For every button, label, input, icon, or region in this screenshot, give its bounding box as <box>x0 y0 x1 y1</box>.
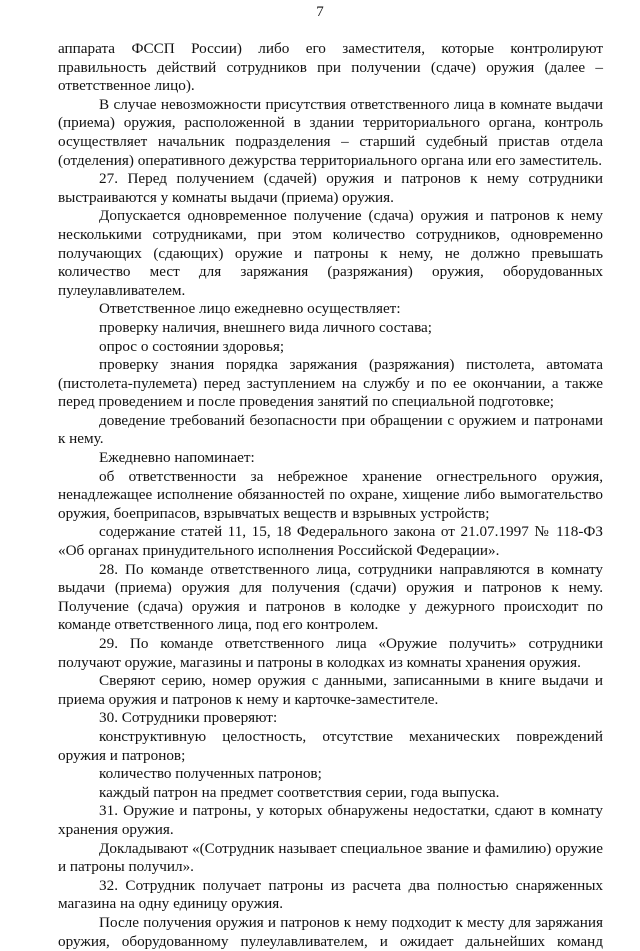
paragraph: 31. Оружие и патроны, у которых обнаружены недостатки, сдают в комнату хранения оружия. <box>58 802 603 838</box>
paragraph: 29. По команде ответственного лица «Оружие получить» сотрудники получают оружие, магазины и патроны в колодках из комнаты хранения оружия. <box>58 635 603 671</box>
paragraph: конструктивную целостность, отсутствие механических повреждений оружия и патронов; <box>58 727 603 764</box>
paragraph: 27. Перед получением (сдачей) оружия и патронов к нему сотрудники выстраиваются у комнаты выдачи (приема) оружия. <box>58 170 603 206</box>
paragraph: проверку знания порядка заряжания (разряжания) пистолета, автомата (пистолета-пулемета) перед заступлением на службу и по ее окончании, а также перед проведением и после проведения занятий по специальной подготовке; <box>58 356 603 411</box>
paragraph: 32. Сотрудник получает патроны из расчета два полностью снаряженных магазина на одну единицу оружия. <box>58 876 603 913</box>
paragraph: После получения оружия и патронов к нему подходит к месту для заряжания оружия, оборудованному пулеулавливателем, и ожидает дальнейших команд <box>58 913 603 950</box>
page-number: 7 <box>316 4 324 20</box>
paragraph: 30. Сотрудники проверяют: <box>99 709 278 727</box>
document-body <box>58 40 603 951</box>
paragraph: Сверяют серию, номер оружия с данными, записанными в книге выдачи и приема оружия и патронов к нему и карточке-заместителе. <box>58 672 603 708</box>
paragraph: каждый патрон на предмет соответствия серии, года выпуска. <box>99 783 500 801</box>
paragraph: количество полученных патронов; <box>99 765 322 783</box>
paragraph: доведение требований безопасности при обращении с оружием и патронами к нему. <box>58 411 603 448</box>
paragraph: Докладывают «(Сотрудник называет специальное звание и фамилию) оружие и патроны получил». <box>58 839 603 876</box>
paragraph: аппарата ФССП России) либо его заместителя, которые контролируют правильность действий сотрудников при получении (сдаче) оружия (далее – ответственное лицо). <box>58 40 603 95</box>
paragraph: Допускается одновременное получение (сдача) оружия и патронов к нему несколькими сотрудниками, при этом количество сотрудников, одновременно получающих (сдающих) оружие и патроны к нему, не должно превышать количество мест для заряжания (разряжания) оружия, оборудованных пулеулавливателем. <box>58 207 603 299</box>
paragraph: опрос о состоянии здоровья; <box>99 337 285 355</box>
paragraph: Ежедневно напоминает: <box>99 449 255 467</box>
paragraph: Ответственное лицо ежедневно осуществляет: <box>99 300 401 318</box>
paragraph: содержание статей 11, 15, 18 Федерального закона от 21.07.1997 № 118-ФЗ «Об органах принудительного исполнения Российской Федерации». <box>58 523 603 560</box>
paragraph: В случае невозможности присутствия ответственного лица в комнате выдачи (приема) оружия, расположенной в здании территориального органа, контроль осуществляет начальник подразделения – старший судебный пристав отдела (отделения) оперативного дежурства территориального органа или его заместитель. <box>58 95 603 169</box>
paragraph: проверку наличия, внешнего вида личного состава; <box>99 318 433 336</box>
paragraph: об ответственности за небрежное хранение огнестрельного оружия, ненадлежащее исполнение обязанностей по охране, хищение либо вымогательство оружия, боеприпасов, взрывчатых веществ и взрывных устройств; <box>58 467 603 522</box>
paragraph: 28. По команде ответственного лица, сотрудники направляются в комнату выдачи (приема) оружия для получения (сдачи) оружия и патронов к нему. Получение (сдача) оружия и патронов в колодке у дежурного происходит по команде ответственного лица, под его контролем. <box>58 560 603 634</box>
